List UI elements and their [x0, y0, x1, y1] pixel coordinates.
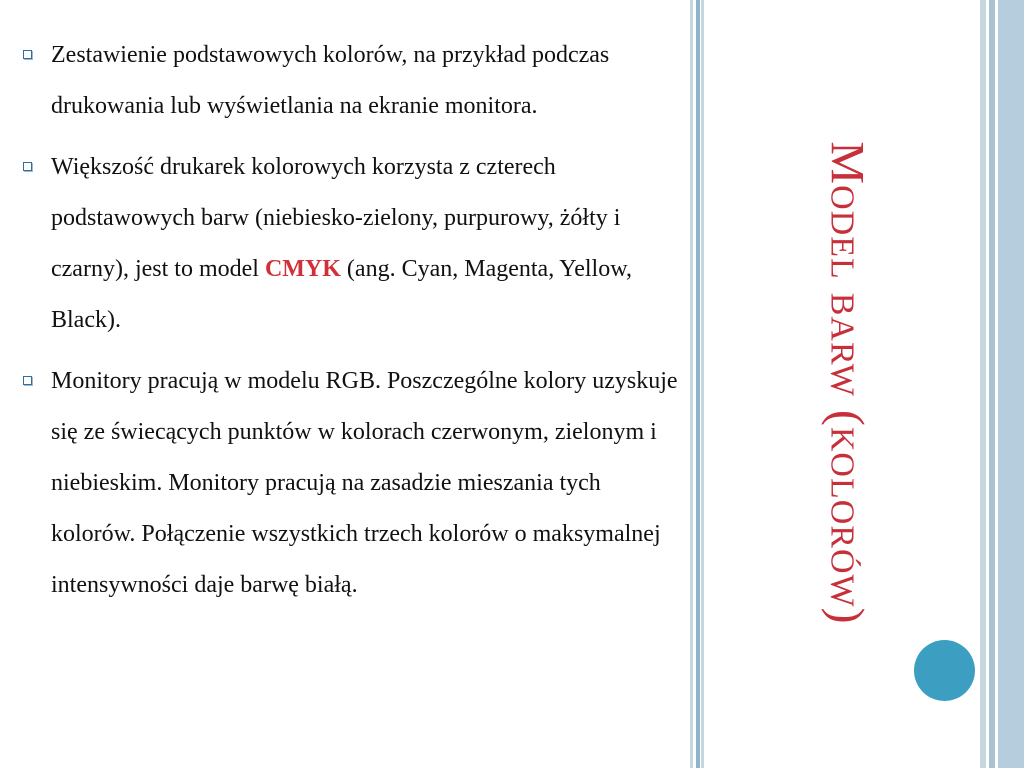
bullet-item-3: [18, 356, 688, 611]
bullet-item-2: [18, 142, 688, 346]
right-edge-stripes: [980, 0, 1024, 768]
bullet-text: Zestawienie podstawowych kolorów, na przykład podczas drukowania lub wyświetlania na ekranie monitora.: [51, 42, 610, 119]
square-bullet-icon: [23, 376, 32, 385]
divider-stripes: [690, 0, 704, 768]
bullet-text: Monitory pracują w modelu RGB. Poszczególne kolory uzyskuje się ze świecących punktów w kolorach czerwonym, zielonym i niebieskim. Monitory pracują na zasadzie mieszania tych kolorów. Połączenie wszystkich trzech kolorów o maksymalnej intensywności daje barwę białą.: [51, 368, 678, 598]
square-bullet-icon: [23, 162, 32, 171]
highlight-term: CMYK: [264, 256, 341, 282]
bullet-item-1: [18, 30, 688, 132]
bullet-text: Większość drukarek kolorowych korzysta z czterech podstawowych barw (niebiesko-zielony, purpurowy, żółty i czarny), jest to model: [51, 154, 621, 282]
square-bullet-icon: [23, 50, 32, 59]
bullet-list: [18, 30, 688, 621]
circle-decoration: [914, 640, 975, 701]
slide-title: Model barw (kolorów): [820, 141, 874, 625]
bullet-text-continued: (ang. Cyan, Magenta, Yellow, Black).: [51, 256, 632, 333]
